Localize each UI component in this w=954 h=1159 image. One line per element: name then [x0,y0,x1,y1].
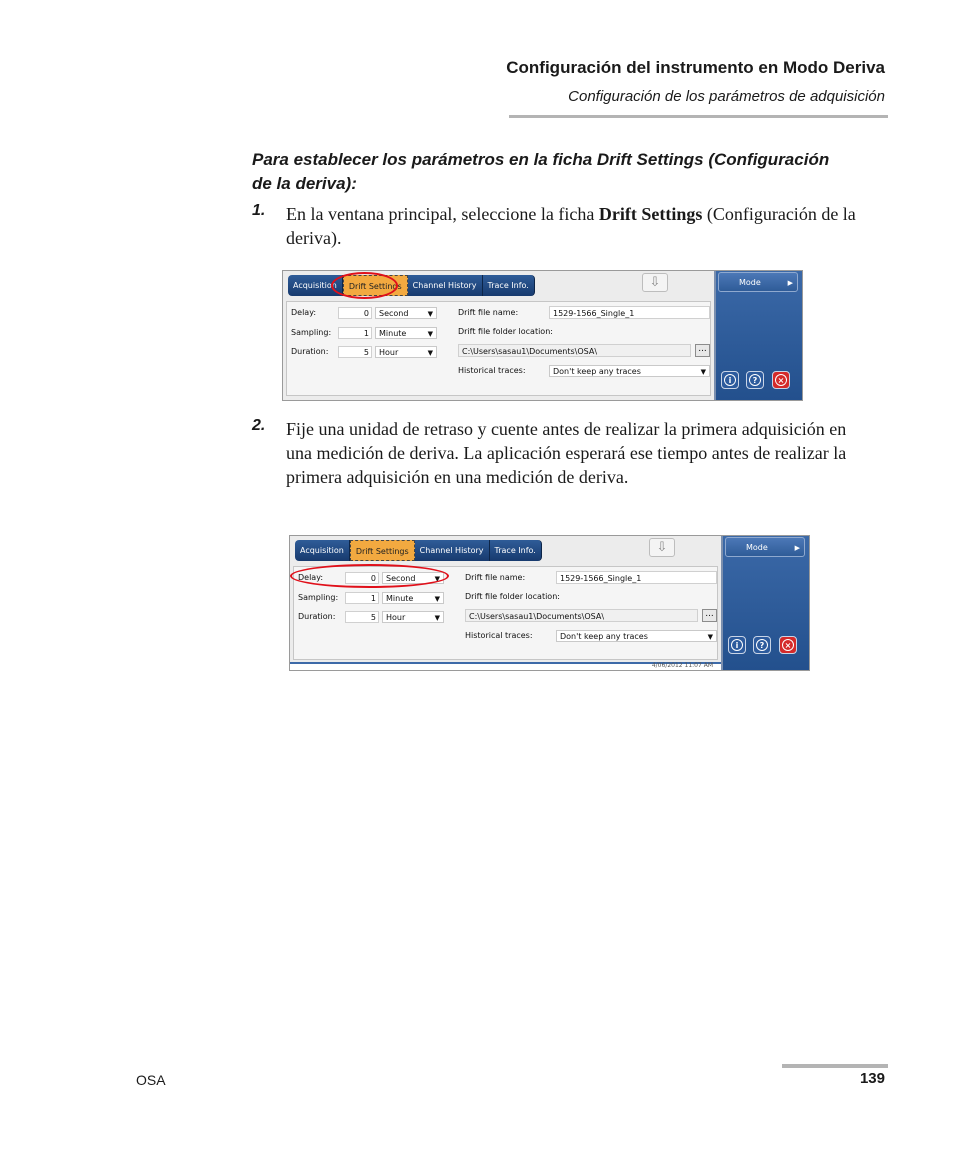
sampling-label: Sampling: [298,593,339,602]
mode-button[interactable]: Mode ▶ [725,537,805,557]
step-number: 1. [252,202,266,219]
status-bar [290,662,721,670]
play-triangle-icon: ▶ [794,544,800,552]
close-icon: × [775,374,787,386]
chevron-down-icon: ▼ [707,633,713,641]
chevron-down-icon: ▼ [700,368,706,376]
sampling-unit-select[interactable]: Minute ▼ [382,592,444,604]
tab-trace-info[interactable]: Trace Info. [483,275,535,296]
tab-drift-settings[interactable]: Drift Settings [350,540,415,561]
duration-label: Duration: [291,347,329,356]
historical-traces-label: Historical traces: [465,631,533,640]
down-arrow-icon[interactable]: ⇩ [642,273,668,292]
delay-unit-select[interactable]: Second ▼ [375,307,437,319]
step-text: En la ventana principal, seleccione la ficha Drift Settings (Configuración de la deriva). [286,204,856,248]
procedure-title: Para establecer los parámetros en la ficha Drift Settings (Configuración de la deriva): [252,150,830,193]
running-header-subtitle: Configuración de los parámetros de adquisición [568,88,885,105]
chevron-down-icon: ▼ [434,614,440,622]
drift-file-name-input[interactable]: 1529-1566_Single_1 [556,571,717,584]
info-icon: i [724,374,736,386]
delay-input[interactable]: 0 [338,307,372,319]
sampling-label: Sampling: [291,328,332,337]
historical-traces-label: Historical traces: [458,366,526,375]
drift-folder-input[interactable]: C:\Users\sasau1\Documents\OSA\ [458,344,691,357]
duration-unit-select[interactable]: Hour ▼ [382,611,444,623]
help-button[interactable] [753,636,771,654]
header-rule [509,115,888,118]
chevron-down-icon: ▼ [434,575,440,583]
side-panel [714,271,802,400]
down-arrow-icon[interactable]: ⇩ [649,538,675,557]
info-button[interactable] [728,636,746,654]
tab-bar [295,540,542,561]
page-number: 139 [859,1070,885,1087]
duration-unit-select[interactable]: Hour ▼ [375,346,437,358]
mode-button[interactable]: Mode ▶ [718,272,798,292]
tab-acquisition[interactable]: Acquisition [288,275,343,296]
delay-label: Delay: [298,573,324,582]
play-triangle-icon: ▶ [787,279,793,287]
drift-file-name-input[interactable]: 1529-1566_Single_1 [549,306,710,319]
historical-traces-select[interactable]: Don't keep any traces ▼ [556,630,717,642]
drift-folder-input[interactable]: C:\Users\sasau1\Documents\OSA\ [465,609,698,622]
help-icon: ? [756,639,768,651]
tab-trace-info[interactable]: Trace Info. [490,540,542,561]
tab-drift-settings[interactable]: Drift Settings [343,275,408,296]
step-number: 2. [252,417,266,434]
tab-acquisition[interactable]: Acquisition [295,540,350,561]
help-button[interactable] [746,371,764,389]
duration-label: Duration: [298,612,336,621]
info-icon: i [731,639,743,651]
status-datetime: 4/06/2012 11:07 AM [651,662,713,669]
close-button[interactable] [779,636,797,654]
close-button[interactable] [772,371,790,389]
drift-folder-label: Drift file folder location: [458,327,553,336]
chevron-down-icon: ▼ [427,330,433,338]
highlight-circle-tab [331,272,398,299]
side-panel [721,536,809,670]
tab-channel-history[interactable]: Channel History [408,275,483,296]
sampling-input[interactable]: 1 [338,327,372,339]
running-header-title: Configuración del instrumento en Modo Deriva [506,58,885,77]
tab-channel-history[interactable]: Channel History [415,540,490,561]
chevron-down-icon: ▼ [434,595,440,603]
sampling-input[interactable]: 1 [345,592,379,604]
chevron-down-icon: ▼ [427,310,433,318]
drift-folder-label: Drift file folder location: [465,592,560,601]
historical-traces-select[interactable]: Don't keep any traces ▼ [549,365,710,377]
tab-bar [288,275,535,296]
close-icon: × [782,639,794,651]
sampling-unit-select[interactable]: Minute ▼ [375,327,437,339]
duration-input[interactable]: 5 [345,611,379,623]
footer-product: OSA [136,1072,166,1088]
chevron-down-icon: ▼ [427,349,433,357]
drift-file-name-label: Drift file name: [458,308,519,317]
delay-unit-select[interactable]: Second ▼ [382,572,444,584]
footer-rule [782,1064,888,1068]
duration-input[interactable]: 5 [338,346,372,358]
help-icon: ? [749,374,761,386]
highlight-circle-delay [290,564,449,588]
browse-button[interactable]: ... [695,344,710,357]
drift-file-name-label: Drift file name: [465,573,526,582]
main-pane [290,536,721,670]
settings-panel [286,301,711,396]
info-button[interactable] [721,371,739,389]
browse-button[interactable]: ... [702,609,717,622]
delay-input[interactable]: 0 [345,572,379,584]
step-text: Fije una unidad de retraso y cuente antes de realizar la primera adquisición en una medición de deriva. La aplicación esperará ese tiempo antes de realizar la primera adquisición en una medición de deriva. [286,419,847,487]
drift-settings-screenshot-2 [289,535,810,671]
delay-label: Delay: [291,308,317,317]
